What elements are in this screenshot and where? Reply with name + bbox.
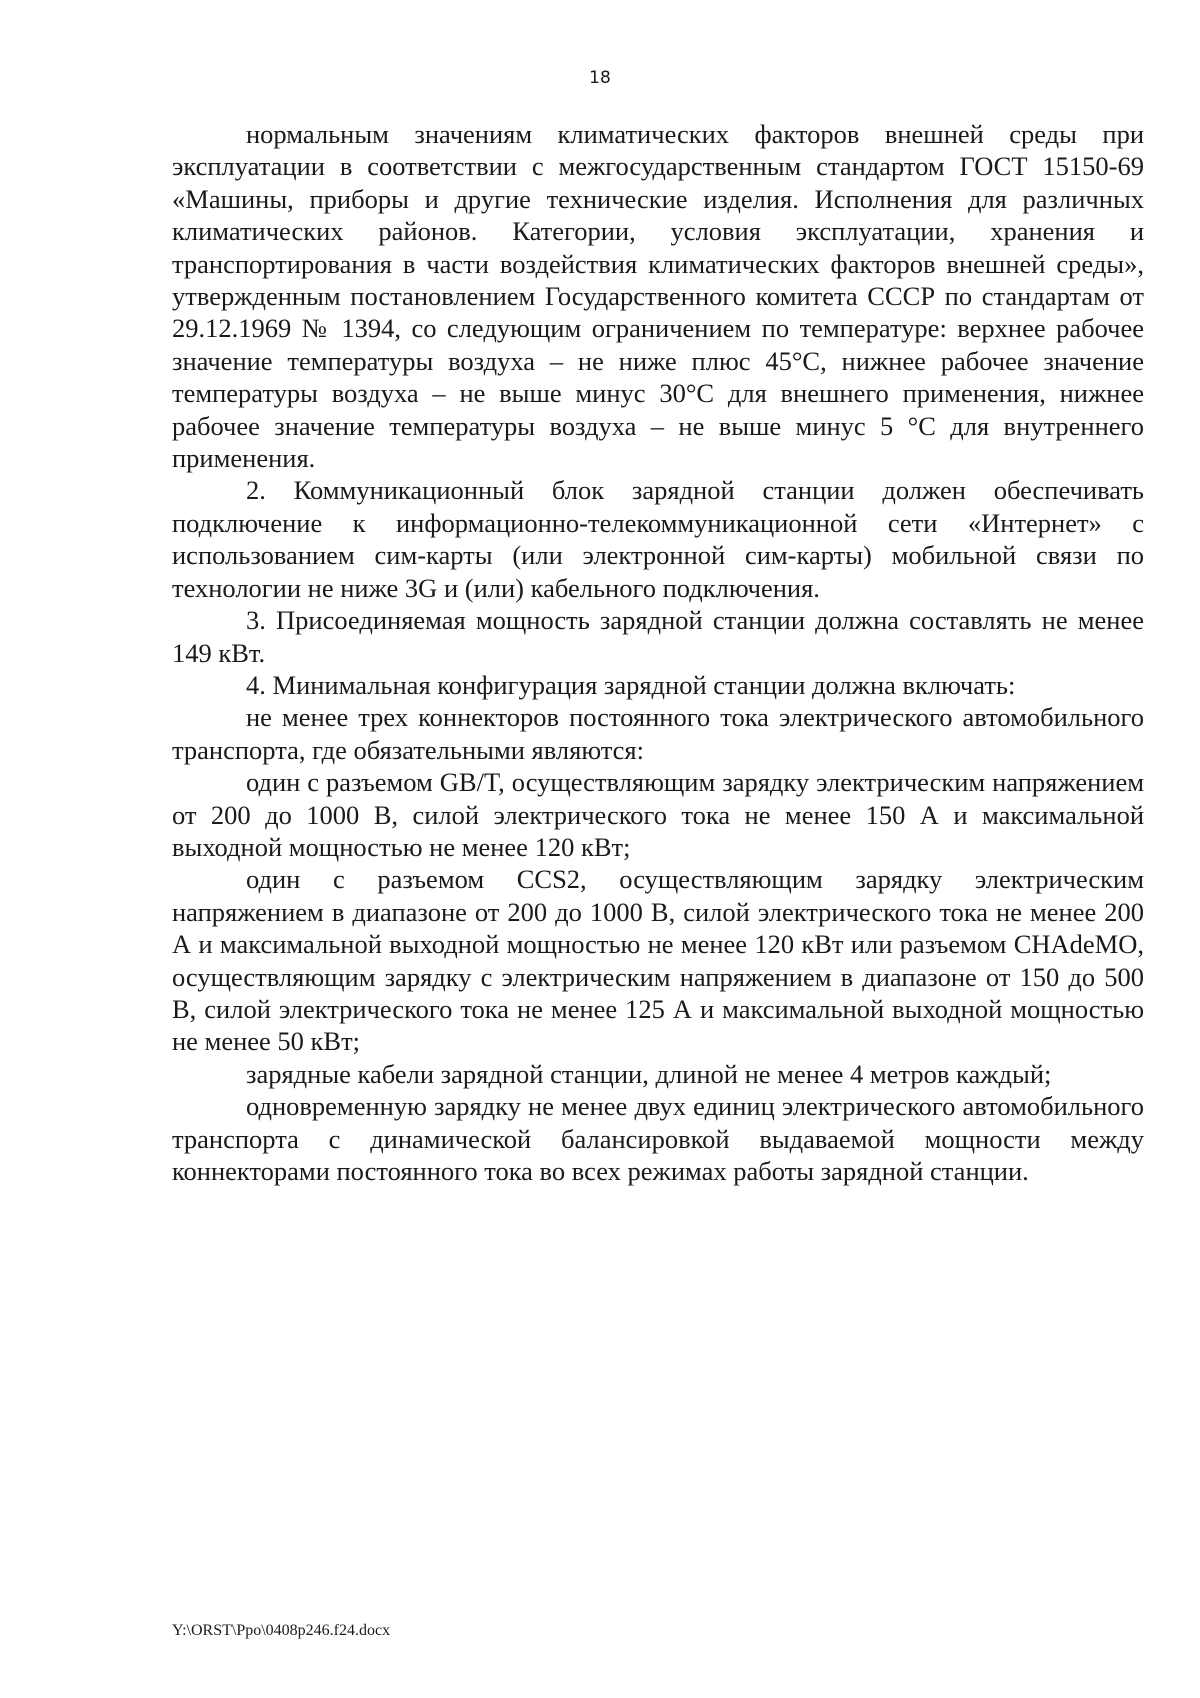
paragraph-climate-conditions: нормальным значениям климатических факторов внешней среды при эксплуатации в соответствии с межгосударственным стандартом ГОСТ 15150-69 «Машины, приборы и другие технические изделия. Исполнения для различных климатических районов. Категории, условия эксплуатации, хранения и транспортирования в части воздействия климатических факторов внешней среды», утвержденным постановлением Государственного комитета СССР по стандартам от 29.12.1969 № 1394, со следующим ограничением по температуре: верхнее рабочее значение температуры воздуха – не ниже плюс 45°С, нижнее рабочее значение температуры воздуха – не выше минус 30°С для внешнего применения, нижнее рабочее значение температуры воздуха – не выше минус 5 °С для внутреннего применения. <box>172 119 1144 474</box>
page-number: 18 <box>589 68 611 88</box>
document-body <box>172 118 1144 1187</box>
paragraph-communication-block: 2. Коммуникационный блок зарядной станции должен обеспечивать подключение к информационно-телекоммуникационной сети «Интернет» с использованием сим-карты (или электронной сим-карты) мобильной связи по технологии не ниже 3G и (или) кабельного подключения. <box>172 475 1144 603</box>
paragraph-gbt-connector: один с разъемом GB/T, осуществляющим зарядку электрическим напряжением от 200 до 1000 В, силой электрического тока не менее 150 А и максимальной выходной мощностью не менее 120 кВт; <box>172 767 1144 862</box>
paragraph-simultaneous-charging: одновременную зарядку не менее двух единиц электрического автомобильного транспорта с динамической балансировкой выдаваемой мощности между коннекторами постоянного тока во всех режимах работы зарядной станции. <box>172 1091 1144 1186</box>
paragraph-connected-power: 3. Присоединяемая мощность зарядной станции должна составлять не менее 149 кВт. <box>172 605 1144 668</box>
footer-file-path: Y:\ORST\Ppo\0408p246.f24.docx <box>172 1622 391 1639</box>
paragraph-minimum-configuration: 4. Минимальная конфигурация зарядной станции должна включать: <box>246 669 1016 700</box>
paragraph-dc-connectors: не менее трех коннекторов постоянного тока электрического автомобильного транспорта, где обязательными являются: <box>172 702 1144 765</box>
paragraph-charging-cables: зарядные кабели зарядной станции, длиной не менее 4 метров каждый; <box>246 1058 1052 1089</box>
paragraph-ccs2-chademo-connector: один с разъемом CCS2, осуществляющим зарядку электрическим напряжением в диапазоне от 200 до 1000 В, силой электрического тока не менее 200 А и максимальной выходной мощностью не менее 120 кВт или разъемом CHAdeMO, осуществляющим зарядку с электрическим напряжением в диапазоне от 150 до 500 В, силой электрического тока не менее 125 А и максимальной выходной мощностью не менее 50 кВт; <box>172 864 1144 1057</box>
